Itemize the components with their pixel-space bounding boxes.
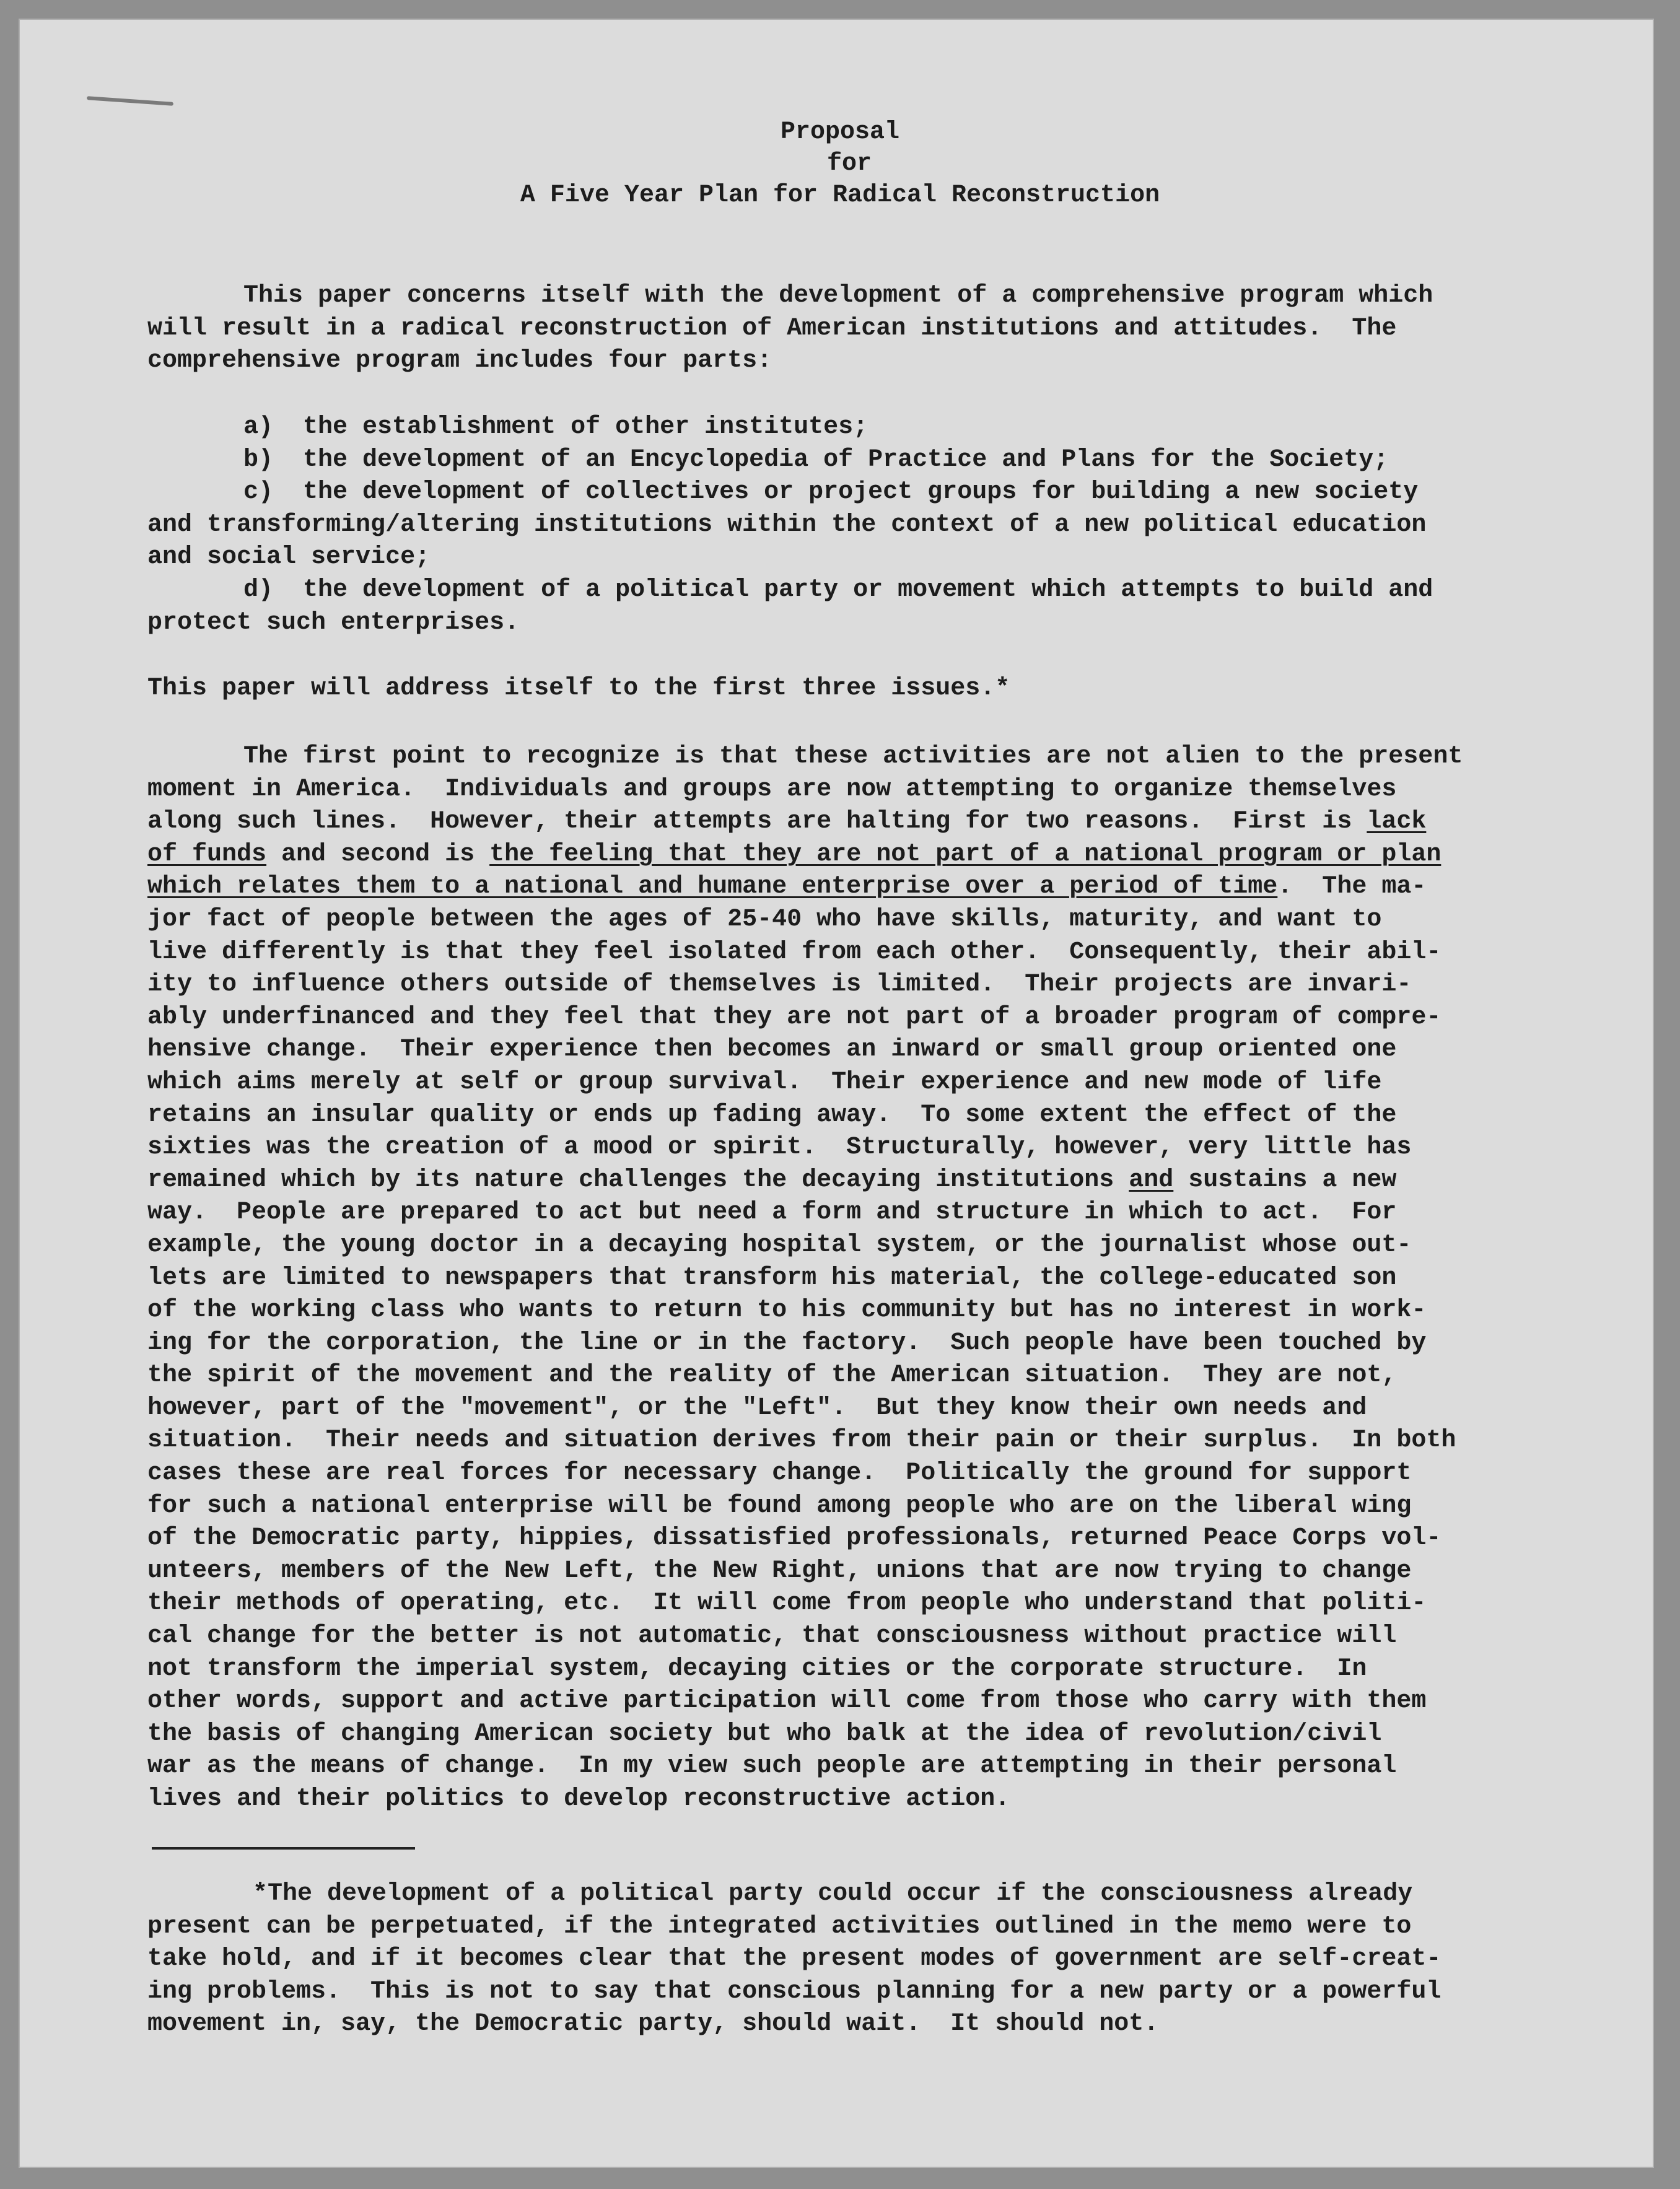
text-segment: . The ma- (1277, 873, 1427, 901)
footnote-line: take hold, and if it becomes clear that the present modes of government are self-creat- (147, 1945, 1442, 1973)
text-line: the basis of changing American society but who balk at the idea of revolution/civil (147, 1719, 1382, 1748)
text-line: their methods of operating, etc. It will come from people who understand that politi- (147, 1589, 1427, 1618)
text-line: This paper concerns itself with the development of a comprehensive program which (243, 282, 1433, 310)
text-segment: sustains a new (1173, 1166, 1397, 1194)
list-item: b) the development of an Encyclopedia of Practice and Plans for the Society; (243, 445, 1389, 474)
list-item: c) the development of collectives or project groups for building a new society (243, 478, 1419, 507)
text-line: ably underfinanced and they feel that they are not part of a broader program of compre- (147, 1003, 1442, 1031)
text-line: ity to influence others outside of themselves is limited. Their projects are invari- (147, 971, 1412, 999)
text-segment: along such lines. However, their attempts are halting for two reasons. First is (147, 808, 1367, 836)
list-item: a) the establishment of other institutes; (243, 413, 868, 441)
text-line: the spirit of the movement and the reality of the American situation. They are not, (147, 1361, 1397, 1390)
text-line: situation. Their needs and situation derives from their pain or their surplus. In both (147, 1427, 1456, 1455)
underlined-text: of funds (147, 840, 267, 868)
title-line-proposal: Proposal (780, 118, 900, 146)
text-line: however, part of the "movement", or the "Left". But they know their own needs and (147, 1394, 1367, 1422)
text-line: comprehensive program includes four parts: (147, 347, 772, 375)
text-line: of the Democratic party, hippies, dissatisfied professionals, returned Peace Corps vol- (147, 1524, 1442, 1553)
title-line-for: for (826, 150, 872, 178)
footnote-divider (152, 1847, 415, 1850)
text-line: other words, support and active participation will come from those who carry with them (147, 1687, 1427, 1716)
program-parts-list (147, 411, 1566, 639)
underlined-text: the feeling that they are not part of a national program or plan (489, 840, 1442, 868)
text-line: moment in America. Individuals and groups are now attempting to organize themselves (147, 775, 1397, 803)
text-line: for such a national enterprise will be found among people who are on the liberal wing (147, 1492, 1412, 1520)
list-item: d) the development of a political party or movement which attempts to build and (243, 575, 1433, 604)
text-line: lives and their politics to develop reconstructive action. (147, 1785, 1010, 1813)
text-line: lets are limited to newspapers that transform his material, the college-educated son (147, 1264, 1397, 1292)
text-line: sixties was the creation of a mood or spirit. Structurally, however, very little has (147, 1134, 1412, 1162)
text-line: example, the young doctor in a decaying hospital system, or the journalist whose out- (147, 1231, 1412, 1259)
text-line: will result in a radical reconstruction of American institutions and attitudes. The (147, 314, 1397, 343)
text-line: unteers, members of the New Left, the New Right, unions that are now trying to change (147, 1557, 1412, 1585)
title-line-plan: A Five Year Plan for Radical Reconstruction (520, 181, 1160, 209)
address-statement (147, 673, 1566, 706)
text-line: which aims merely at self or group survival. Their experience and new mode of life (147, 1068, 1382, 1096)
text-line: not transform the imperial system, decaying cities or the corporate structure. In (147, 1654, 1367, 1683)
text-line: of the working class who wants to return to his community but has no interest in work- (147, 1296, 1427, 1325)
text-line: live differently is that they feel isolated from each other. Consequently, their abil- (147, 938, 1442, 966)
main-paragraph (147, 741, 1566, 1816)
text-line (147, 839, 1566, 872)
text-line: ing for the corporation, the line or in the factory. Such people have been touched by (147, 1329, 1427, 1357)
text-line: retains an insular quality or ends up fading away. To some extent the effect of the (147, 1101, 1397, 1129)
text-line: This paper will address itself to the first three issues.* (147, 675, 1010, 702)
list-item-continuation: and social service; (147, 543, 431, 572)
footnote-line: *The development of a political party could occur if the consciousness already (253, 1880, 1413, 1908)
text-segment: and second is (266, 840, 490, 868)
document-title (0, 116, 1680, 211)
underlined-text: which relates them to a national and humane enterprise over a period of time (147, 873, 1278, 901)
text-line: The first point to recognize is that these activities are not alien to the present (243, 743, 1463, 771)
list-item-continuation: and transforming/altering institutions within the context of a new political education (147, 510, 1427, 539)
text-line: way. People are prepared to act but need a form and structure in which to act. For (147, 1199, 1397, 1227)
underlined-text: lack (1367, 808, 1427, 836)
underlined-text: and (1129, 1166, 1174, 1194)
text-line: cases these are real forces for necessary change. Politically the ground for support (147, 1459, 1412, 1488)
footnote-line: ing problems. This is not to say that conscious planning for a new party or a powerful (147, 1977, 1442, 2006)
list-item-continuation: protect such enterprises. (147, 608, 520, 637)
text-line: cal change for the better is not automatic, that consciousness without practice will (147, 1622, 1397, 1651)
footnote (147, 1878, 1566, 2041)
footnote-line: present can be perpetuated, if the integrated activities outlined in the memo were to (147, 1912, 1412, 1941)
text-segment: remained which by its nature challenges the decaying institutions (147, 1166, 1129, 1194)
text-line (147, 871, 1566, 904)
text-line (147, 806, 1566, 839)
intro-paragraph (147, 280, 1566, 378)
text-line: jor fact of people between the ages of 25-40 who have skills, maturity, and want to (147, 905, 1382, 933)
footnote-line: movement in, say, the Democratic party, should wait. It should not. (147, 2010, 1159, 2038)
text-line: hensive change. Their experience then becomes an inward or small group oriented one (147, 1036, 1397, 1064)
text-line: war as the means of change. In my view such people are attempting in their personal (147, 1752, 1397, 1781)
text-line (147, 1164, 1566, 1197)
